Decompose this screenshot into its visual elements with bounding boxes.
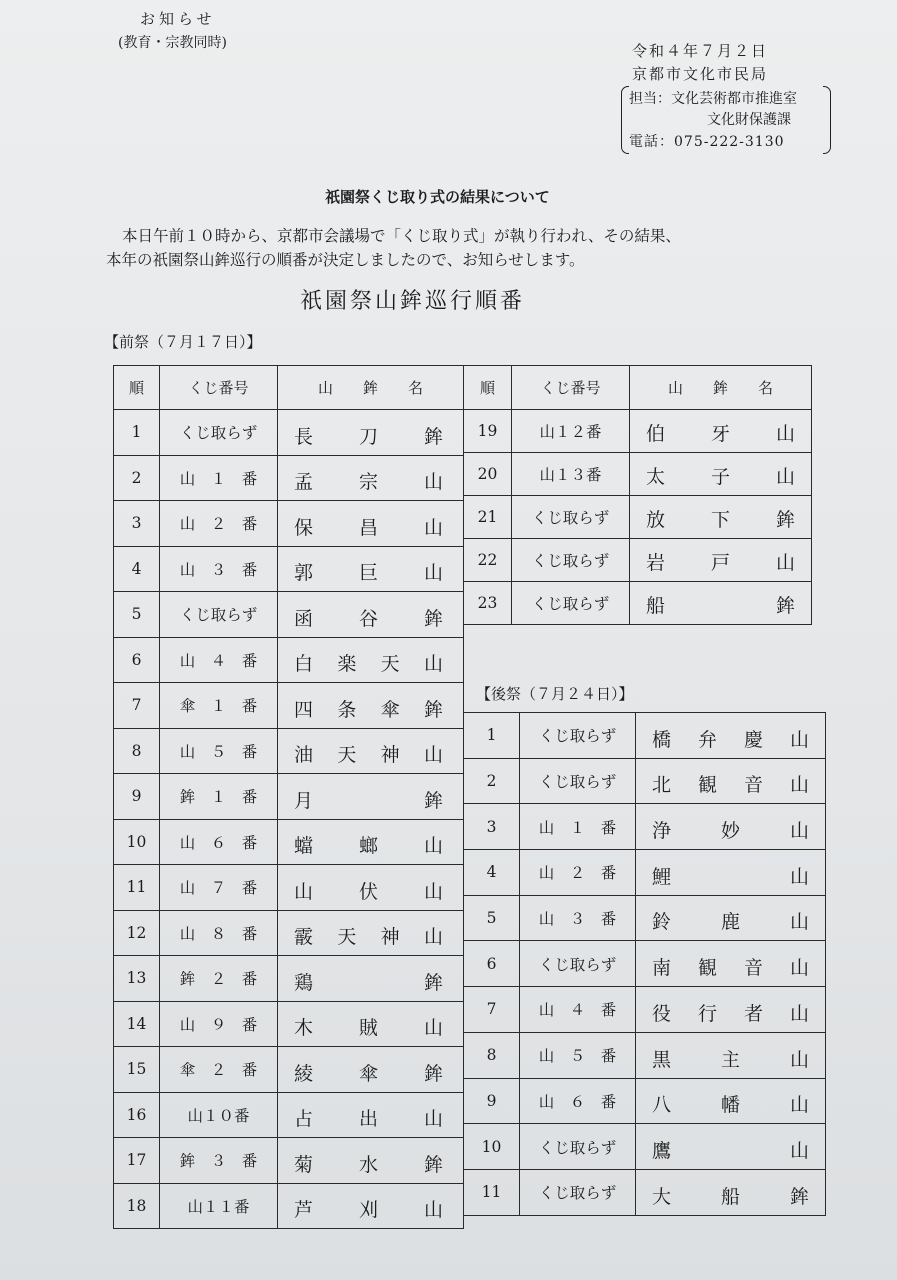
- lottery-cell: 山 ４ 番: [160, 637, 278, 683]
- order-cell: 1: [114, 410, 160, 456]
- table-row: [464, 453, 812, 496]
- name-character: 保: [294, 516, 314, 539]
- table-row: [114, 956, 464, 1002]
- name-character: 橋: [652, 728, 672, 751]
- name-character: 山: [424, 471, 444, 493]
- yamahoko-name-cell: [278, 956, 464, 1002]
- name-character: 山: [424, 835, 444, 857]
- name-character: 長: [294, 425, 314, 448]
- table-row: [464, 539, 812, 582]
- name-character: 山: [776, 552, 796, 574]
- table-row: [114, 501, 464, 547]
- yamahoko-name-cell: [636, 1124, 826, 1170]
- name-character: 鉾: [424, 789, 444, 812]
- yamahoko-name-cell: [278, 1138, 464, 1184]
- name-character: 山: [790, 1139, 810, 1162]
- header-lottery: くじ番号: [160, 366, 278, 410]
- name-character: 天: [337, 926, 357, 948]
- table-row: [464, 1032, 826, 1078]
- yamahoko-name-cell: [278, 455, 464, 501]
- name-character: 白: [294, 653, 314, 675]
- table-row: [114, 1183, 464, 1229]
- name-character: 南: [652, 957, 672, 980]
- name-character: 刈: [359, 1199, 379, 1221]
- name-character: 水: [359, 1153, 379, 1176]
- name-character: 山: [790, 1048, 810, 1071]
- table-header-row: [464, 366, 812, 410]
- name-character: 船: [721, 1185, 741, 1208]
- name-character: 鉾: [424, 607, 444, 630]
- name-character: 昌: [359, 516, 379, 539]
- order-cell: 3: [114, 501, 160, 547]
- name-character: 山: [424, 1108, 444, 1130]
- name-character: 山: [424, 516, 444, 539]
- table-row: [114, 728, 464, 774]
- order-cell: 20: [464, 453, 512, 496]
- zen-matsuri-table-right: [463, 365, 812, 625]
- yamahoko-name-cell: [636, 1032, 826, 1078]
- name-character: 鈴: [652, 911, 672, 934]
- yamahoko-name-cell: [630, 539, 812, 582]
- name-character: 木: [294, 1017, 314, 1039]
- order-cell: 3: [464, 804, 520, 850]
- name-character: 幡: [721, 1094, 741, 1117]
- name-character: 岩: [646, 552, 666, 574]
- name-character: 船: [646, 595, 666, 617]
- name-character: 観: [698, 957, 718, 980]
- yamahoko-name-cell: [278, 774, 464, 820]
- ato-matsuri-table: [463, 712, 826, 1216]
- lottery-cell: 鉾 ２ 番: [160, 956, 278, 1002]
- order-cell: 16: [114, 1092, 160, 1138]
- name-character: 鯉: [652, 865, 672, 888]
- bracket-right: [823, 86, 831, 154]
- name-character: 宗: [359, 471, 379, 493]
- yamahoko-name-cell: [636, 987, 826, 1033]
- table-row: [114, 819, 464, 865]
- lottery-cell: くじ取らず: [520, 941, 636, 987]
- name-character: 山: [424, 1017, 444, 1039]
- table-row: [114, 774, 464, 820]
- yamahoko-name-cell: [630, 496, 812, 539]
- name-character: 芦: [294, 1199, 314, 1221]
- order-cell: 5: [114, 592, 160, 638]
- order-cell: 7: [464, 987, 520, 1033]
- name-character: 山: [424, 562, 444, 584]
- zen-matsuri-table-left: [113, 365, 464, 1229]
- table-row: [114, 637, 464, 683]
- yamahoko-name-cell: [278, 910, 464, 956]
- table-row: [114, 1138, 464, 1184]
- lottery-cell: 山１１番: [160, 1183, 278, 1229]
- table-row: [464, 1078, 826, 1124]
- issuing-department: 京都市文化市民局: [632, 65, 769, 83]
- name-character: 下: [711, 509, 731, 531]
- order-cell: 1: [464, 713, 520, 759]
- name-character: 山: [424, 744, 444, 766]
- yamahoko-name-cell: [278, 1183, 464, 1229]
- contact-box: [621, 86, 831, 152]
- yamahoko-name-cell: [278, 865, 464, 911]
- name-character: 鉾: [424, 1062, 444, 1085]
- name-character: 行: [698, 1002, 718, 1025]
- lottery-cell: 傘 １ 番: [160, 683, 278, 729]
- lottery-cell: くじ取らず: [512, 496, 630, 539]
- lottery-cell: 山 ４ 番: [520, 987, 636, 1033]
- table-row: [114, 592, 464, 638]
- main-heading: 祇園祭山鉾巡行順番: [300, 289, 526, 314]
- name-character: 螂: [359, 835, 379, 857]
- name-character: 谷: [359, 607, 379, 630]
- name-character: 楽: [337, 653, 357, 675]
- yamahoko-name-cell: [278, 819, 464, 865]
- order-cell: 11: [114, 865, 160, 911]
- lottery-cell: くじ取らず: [520, 758, 636, 804]
- name-character: 子: [711, 466, 731, 488]
- name-character: 太: [646, 466, 666, 488]
- name-character: 弁: [698, 728, 718, 751]
- lottery-cell: 山 ５ 番: [520, 1032, 636, 1078]
- table-row: [464, 713, 826, 759]
- name-character: 函: [294, 607, 314, 630]
- name-character: 条: [337, 698, 357, 721]
- name-character: 山: [790, 957, 810, 980]
- table-row: [114, 1092, 464, 1138]
- lottery-cell: くじ取らず: [512, 582, 630, 625]
- name-character: 伏: [359, 880, 379, 903]
- name-character: 鉾: [424, 1153, 444, 1176]
- header-name: 山 鉾 名: [278, 366, 464, 410]
- contact-division: 文化財保護課: [707, 112, 791, 128]
- name-character: 巨: [359, 562, 379, 584]
- order-cell: 6: [464, 941, 520, 987]
- order-cell: 14: [114, 1001, 160, 1047]
- order-cell: 12: [114, 910, 160, 956]
- order-cell: 8: [114, 728, 160, 774]
- yamahoko-name-cell: [630, 582, 812, 625]
- name-character: 浄: [652, 820, 672, 843]
- table-row: [464, 804, 826, 850]
- name-character: 刀: [359, 425, 379, 448]
- name-character: 天: [337, 744, 357, 766]
- name-character: 山: [294, 880, 314, 903]
- yamahoko-name-cell: [636, 758, 826, 804]
- body-text-line-1: 本日午前１０時から、京都市会議場で「くじ取り式」が執り行われ、その結果、: [122, 227, 681, 245]
- body-text-line-2: 本年の祇園祭山鉾巡行の順番が決定しましたので、お知らせします。: [106, 251, 585, 269]
- lottery-cell: 山 ３ 番: [160, 546, 278, 592]
- lottery-cell: 山 ９ 番: [160, 1001, 278, 1047]
- contact-phone: 電話：075-222-3130: [629, 134, 785, 150]
- order-cell: 22: [464, 539, 512, 582]
- header-order: 順: [464, 366, 512, 410]
- lottery-cell: 山 ２ 番: [520, 850, 636, 896]
- lottery-cell: 山 １ 番: [520, 804, 636, 850]
- yamahoko-name-cell: [278, 592, 464, 638]
- name-character: 鹿: [721, 911, 741, 934]
- name-character: 山: [424, 1199, 444, 1221]
- name-character: 戸: [711, 552, 731, 574]
- table-row: [464, 758, 826, 804]
- yamahoko-name-cell: [636, 1078, 826, 1124]
- order-cell: 8: [464, 1032, 520, 1078]
- name-character: 山: [790, 1002, 810, 1025]
- name-character: 山: [790, 911, 810, 934]
- order-cell: 23: [464, 582, 512, 625]
- bracket-left: [621, 86, 629, 154]
- name-character: 山: [790, 774, 810, 797]
- name-character: 山: [790, 865, 810, 888]
- table-row: [464, 496, 812, 539]
- yamahoko-name-cell: [278, 1047, 464, 1093]
- name-character: 山: [424, 653, 444, 675]
- table-row: [464, 1169, 826, 1215]
- yamahoko-name-cell: [278, 1001, 464, 1047]
- lottery-cell: 山１３番: [512, 453, 630, 496]
- name-character: 占: [294, 1108, 314, 1130]
- name-character: 主: [721, 1048, 741, 1071]
- name-character: 鉾: [776, 595, 796, 617]
- order-cell: 9: [114, 774, 160, 820]
- header-order: 順: [114, 366, 160, 410]
- name-character: 山: [424, 880, 444, 903]
- name-character: 妙: [721, 820, 741, 843]
- name-character: 山: [790, 728, 810, 751]
- name-character: 大: [652, 1185, 672, 1208]
- yamahoko-name-cell: [636, 941, 826, 987]
- table-row: [114, 410, 464, 456]
- name-character: 綾: [294, 1062, 314, 1085]
- name-character: 鉾: [424, 971, 444, 994]
- issue-date: 令和４年７月２日: [632, 42, 769, 60]
- order-cell: 7: [114, 683, 160, 729]
- name-character: 牙: [711, 423, 731, 445]
- order-cell: 4: [464, 850, 520, 896]
- table-row: [464, 987, 826, 1033]
- document-title: 祇園祭くじ取り式の結果について: [325, 188, 550, 206]
- name-character: 山: [790, 820, 810, 843]
- contact-section: 担当：文化芸術都市推進室: [629, 91, 797, 107]
- yamahoko-name-cell: [278, 501, 464, 547]
- yamahoko-name-cell: [278, 683, 464, 729]
- order-cell: 6: [114, 637, 160, 683]
- lottery-cell: 山１０番: [160, 1092, 278, 1138]
- ato-matsuri-title: 【後祭（７月２４日）】: [476, 685, 634, 703]
- yamahoko-name-cell: [636, 895, 826, 941]
- lottery-cell: くじ取らず: [160, 410, 278, 456]
- yamahoko-name-cell: [636, 850, 826, 896]
- yamahoko-name-cell: [278, 410, 464, 456]
- lottery-cell: 傘 ２ 番: [160, 1047, 278, 1093]
- table-row: [464, 1124, 826, 1170]
- name-character: 霰: [294, 926, 314, 948]
- table-row: [114, 910, 464, 956]
- order-cell: 17: [114, 1138, 160, 1184]
- name-character: 音: [744, 957, 764, 980]
- name-character: 孟: [294, 471, 314, 493]
- lottery-cell: 山 ８ 番: [160, 910, 278, 956]
- lottery-cell: 山 ７ 番: [160, 865, 278, 911]
- order-cell: 15: [114, 1047, 160, 1093]
- header-name: 山 鉾 名: [630, 366, 812, 410]
- lottery-cell: 鉾 １ 番: [160, 774, 278, 820]
- lottery-cell: 山 ５ 番: [160, 728, 278, 774]
- table-row: [114, 1001, 464, 1047]
- name-character: 山: [790, 1094, 810, 1117]
- order-cell: 2: [464, 758, 520, 804]
- order-cell: 4: [114, 546, 160, 592]
- zen-matsuri-title: 【前祭（７月１７日）】: [104, 333, 262, 351]
- table-row: [114, 865, 464, 911]
- name-character: 放: [646, 509, 666, 531]
- yamahoko-name-cell: [636, 1169, 826, 1215]
- order-cell: 21: [464, 496, 512, 539]
- name-character: 神: [380, 926, 400, 948]
- name-character: 傘: [380, 698, 400, 721]
- table-row: [114, 1047, 464, 1093]
- name-character: 山: [776, 423, 796, 445]
- table-row: [464, 895, 826, 941]
- name-character: 八: [652, 1094, 672, 1117]
- yamahoko-name-cell: [636, 713, 826, 759]
- lottery-cell: 山 ２ 番: [160, 501, 278, 547]
- table-row: [464, 582, 812, 625]
- table-header-row: [114, 366, 464, 410]
- lottery-cell: 山 １ 番: [160, 455, 278, 501]
- lottery-cell: 鉾 ３ 番: [160, 1138, 278, 1184]
- yamahoko-name-cell: [630, 453, 812, 496]
- order-cell: 9: [464, 1078, 520, 1124]
- name-character: 山: [776, 466, 796, 488]
- order-cell: 2: [114, 455, 160, 501]
- name-character: 鉾: [790, 1185, 810, 1208]
- name-character: 伯: [646, 423, 666, 445]
- name-character: 月: [294, 789, 314, 812]
- lottery-cell: 山 ６ 番: [520, 1078, 636, 1124]
- name-character: 油: [294, 744, 314, 766]
- yamahoko-name-cell: [278, 728, 464, 774]
- order-cell: 11: [464, 1169, 520, 1215]
- table-row: [114, 546, 464, 592]
- lottery-cell: くじ取らず: [520, 1169, 636, 1215]
- order-cell: 18: [114, 1183, 160, 1229]
- table-row: [464, 410, 812, 453]
- name-character: 鷹: [652, 1139, 672, 1162]
- name-character: 鉾: [424, 425, 444, 448]
- lottery-cell: 山 ３ 番: [520, 895, 636, 941]
- order-cell: 5: [464, 895, 520, 941]
- name-character: 音: [744, 774, 764, 797]
- order-cell: 13: [114, 956, 160, 1002]
- name-character: 蟷: [294, 835, 314, 857]
- yamahoko-name-cell: [636, 804, 826, 850]
- notice-audience: (教育・宗教同時): [118, 35, 227, 51]
- order-cell: 10: [464, 1124, 520, 1170]
- name-character: 鉾: [424, 698, 444, 721]
- header-lottery: くじ番号: [512, 366, 630, 410]
- lottery-cell: くじ取らず: [160, 592, 278, 638]
- name-character: 観: [698, 774, 718, 797]
- lottery-cell: くじ取らず: [520, 1124, 636, 1170]
- name-character: 郭: [294, 562, 314, 584]
- name-character: 傘: [359, 1062, 379, 1085]
- name-character: 北: [652, 774, 672, 797]
- notice-title: お知らせ: [140, 10, 216, 28]
- name-character: 者: [744, 1002, 764, 1025]
- name-character: 神: [380, 744, 400, 766]
- name-character: 黒: [652, 1048, 672, 1071]
- yamahoko-name-cell: [630, 410, 812, 453]
- name-character: 賊: [359, 1017, 379, 1039]
- name-character: 鉾: [776, 509, 796, 531]
- name-character: 菊: [294, 1153, 314, 1176]
- table-row: [114, 683, 464, 729]
- name-character: 鶏: [294, 971, 314, 994]
- order-cell: 19: [464, 410, 512, 453]
- name-character: 出: [359, 1108, 379, 1130]
- lottery-cell: 山 ６ 番: [160, 819, 278, 865]
- table-row: [464, 941, 826, 987]
- name-character: 役: [652, 1002, 672, 1025]
- name-character: 天: [380, 653, 400, 675]
- yamahoko-name-cell: [278, 1092, 464, 1138]
- lottery-cell: 山１２番: [512, 410, 630, 453]
- lottery-cell: くじ取らず: [520, 713, 636, 759]
- order-cell: 10: [114, 819, 160, 865]
- name-character: 慶: [744, 728, 764, 751]
- table-row: [464, 850, 826, 896]
- yamahoko-name-cell: [278, 637, 464, 683]
- lottery-cell: くじ取らず: [512, 539, 630, 582]
- name-character: 四: [294, 698, 314, 721]
- name-character: 山: [424, 926, 444, 948]
- yamahoko-name-cell: [278, 546, 464, 592]
- table-row: [114, 455, 464, 501]
